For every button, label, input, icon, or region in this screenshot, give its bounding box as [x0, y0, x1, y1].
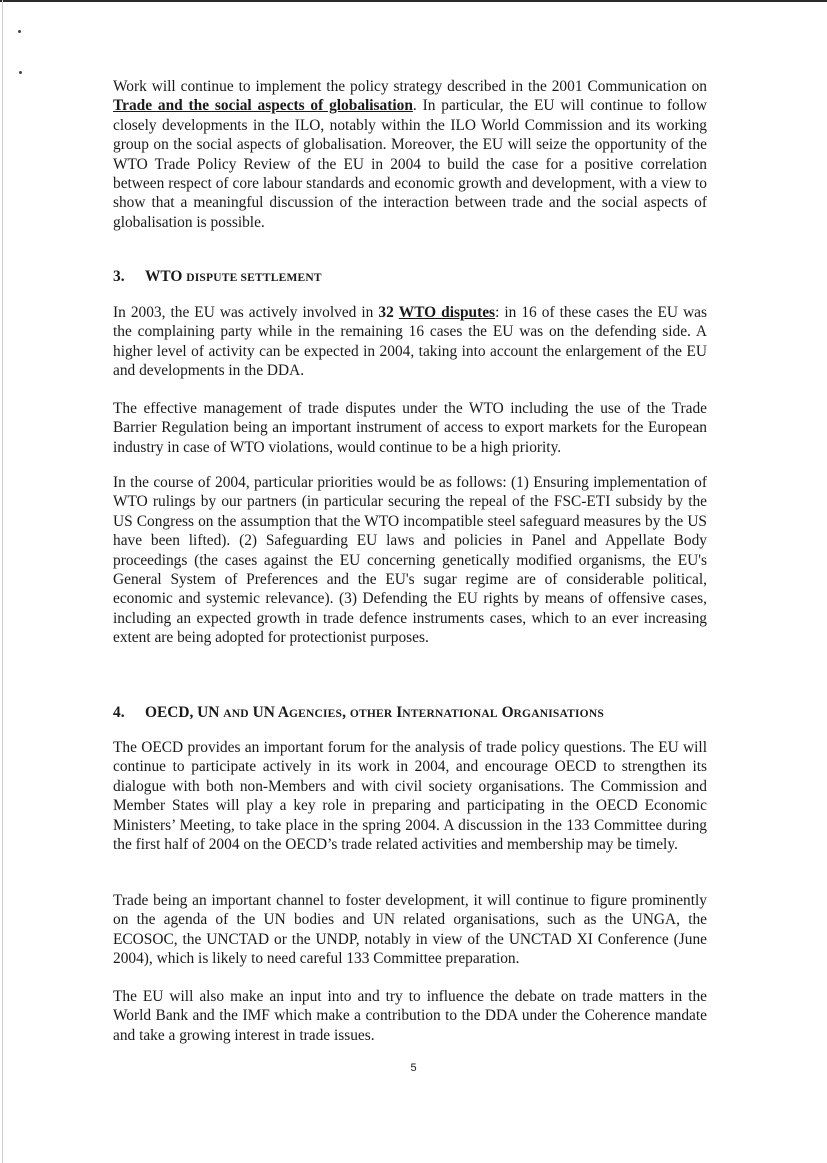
section-title: UN A [248, 704, 289, 721]
paragraph-oecd: The OECD provides an important forum for the analysis of trade policy questions. The EU will continue to participate actively in its work in 2004, and encourage OECD to strengthen its dialogue with both non-Members and with civil society organisations. The Commission and Member States will play a key role in preparing and participating in the OECD Economic Ministers’ Meeting, to take place in the spring 2004. A discussion in the 133 Committee during the first half of 2004 on the OECD’s trade related activities and membership may be timely. [113, 739, 707, 854]
section-title: I [392, 704, 403, 721]
paragraph-social-aspects [113, 77, 707, 232]
section-title: WTO [145, 268, 183, 285]
paragraph-text: Work will continue to implement the policy strategy described in the 2001 Communication on [113, 78, 707, 95]
section-title-smallcaps: NTERNATIONAL [402, 708, 498, 720]
globalisation-link[interactable]: Trade and the social aspects of globalisation [113, 97, 413, 115]
scan-mark [18, 30, 21, 33]
section-title-smallcaps: AND [223, 708, 249, 720]
scan-mark [19, 71, 22, 74]
wto-disputes-link[interactable]: WTO disputes [398, 304, 496, 321]
section-4-heading [113, 703, 604, 724]
section-number: 4. [113, 704, 125, 721]
paragraph-text: : in 16 of these cases the EU was the complaining party while in the remaining 16 cases the EU was on the defending side. A higher level of activity can be expected in 2004, taking into account the enlargement of the EU and developments in the DDA. [113, 304, 707, 380]
page-number: 5 [410, 1062, 417, 1074]
section-title-smallcaps: OTHER [349, 708, 393, 720]
paragraph-text: . In particular, the EU will continue to follow closely developments in the ILO, notably within the ILO World Commission and its working group on the social aspects of globalisation. Moreover, the EU will seize the opportunity of the WTO Trade Policy Review of the EU in 2004 to build the case for a positive correlation between respect of core labour standards and economic growth and development, with a view to show that a meaningful discussion of the interaction between trade and the social aspects of globalisation is possible. [113, 97, 707, 231]
paragraph-2004-priorities: In the course of 2004, particular priorities would be as follows: (1) Ensuring implementation of WTO rulings by our partners (in particular securing the repeal of the FSC-ETI subsidy by the US Congress on the assumption that the WTO incompatible steel safeguard measures by the US have been lifted). (2) Safeguarding EU laws and policies in Panel and Appellate Body proceedings (the cases against the EU concerning genetically modified organisms, the EU's General System of Preferences and the EU's sugar regime are of considerable political, economic and systemic relevance). (3) Defending the EU rights by means of offensive cases, including an expected growth in trade defence instruments cases, which to an ever increasing extent are being adopted for protectionist purposes. [113, 474, 707, 647]
left-border-line [2, 0, 3, 1163]
paragraph-world-bank-imf: The EU will also make an input into and try to influence the debate on trade matters in the World Bank and the IMF which make a contribution to the DDA under the Coherence mandate and take a growing interest in trade issues. [113, 988, 707, 1044]
section-title: , [342, 704, 350, 721]
paragraph-trade-disputes-management: The effective management of trade disputes under the WTO including the use of the Trade Barrier Regulation being an important instrument of access to export markets for the European industry in case of WTO violations, would continue to be a high priority. [113, 400, 707, 456]
section-title-smallcaps: RGANISATIONS [513, 708, 604, 720]
section-title-smallcaps: GENCIES [288, 708, 343, 720]
section-number: 3. [113, 268, 125, 285]
paragraph-wto-disputes [113, 303, 707, 381]
dispute-count: 32 [378, 304, 394, 321]
section-3-heading [113, 267, 322, 288]
paragraph-un-bodies: Trade being an important channel to foster development, it will continue to figure prominently on the agenda of the UN bodies and UN related organisations, such as the UNGA, the ECOSOC, the UNCTAD or the UNDP, notably in view of the UNCTAD XI Conference (June 2004), which is likely to need careful 133 Committee preparation. [113, 892, 707, 968]
section-title: OECD, UN [145, 704, 224, 721]
section-title: O [497, 704, 514, 721]
top-border-line [0, 0, 827, 2]
section-title-smallcaps: DISPUTE SETTLEMENT [186, 272, 322, 284]
paragraph-text: In 2003, the EU was actively involved in [113, 304, 379, 321]
